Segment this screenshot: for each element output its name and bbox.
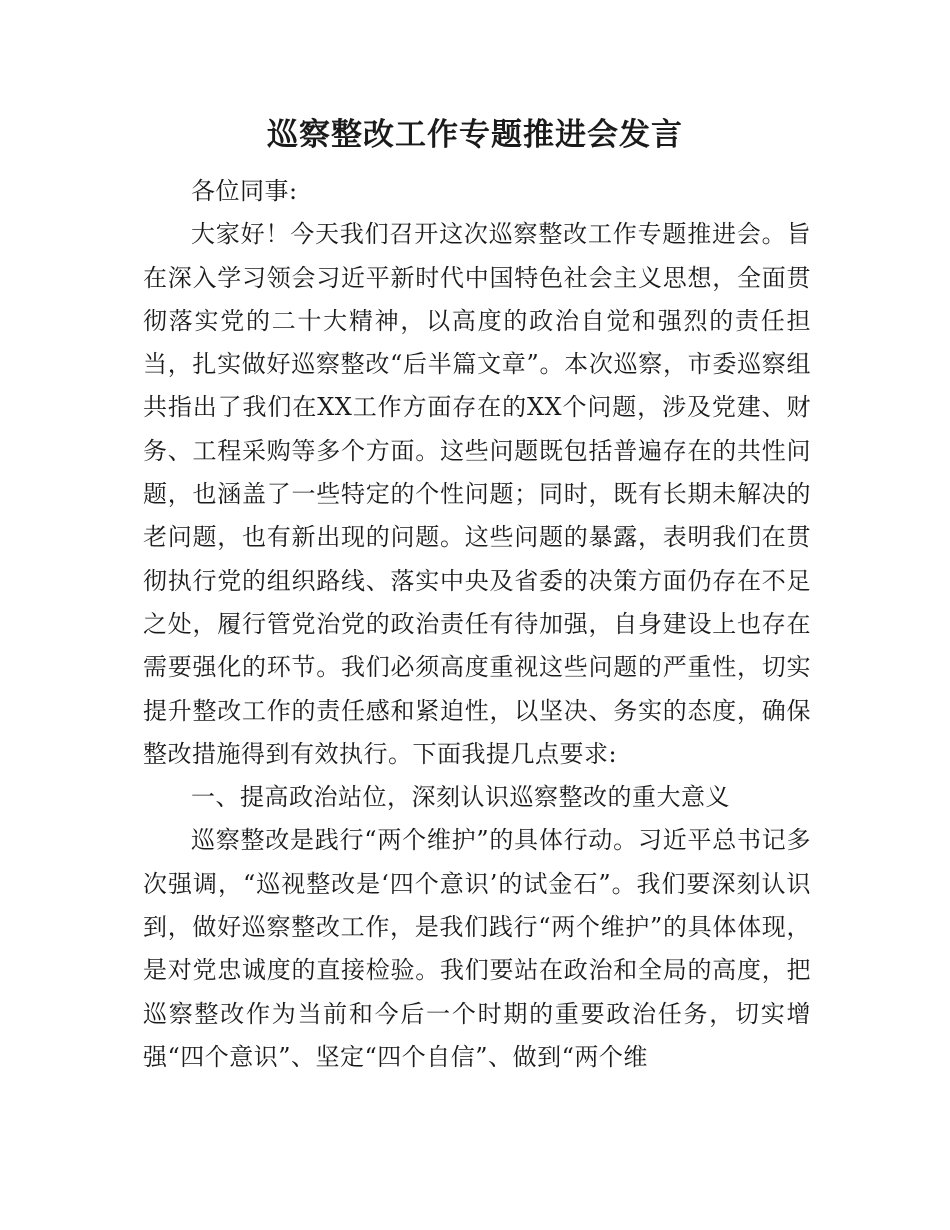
opening-paragraph: 大家好！今天我们召开这次巡察整改工作专题推进会。旨在深入学习领会习近平新时代中国特色社会主义思想，全面贯彻落实党的二十大精神，以高度的政治自觉和强烈的责任担当，扎实做好巡察整改“后半篇文章”。本次巡察，市委巡察组共指出了我们在XX工作方面存在的XX个问题，涉及党建、财务、工程采购等多个方面。这些问题既包括普遍存在的共性问题，也涵盖了一些特定的个性问题；同时，既有长期未解决的老问题，也有新出现的问题。这些问题的暴露，表明我们在贯彻执行党的组织路线、落实中央及省委的决策方面仍存在不足之处，履行管党治党的政治责任有待加强，自身建设上也存在需要强化的环节。我们必须高度重视这些问题的严重性，切实提升整改工作的责任感和紧迫性，以坚决、务实的态度，确保整改措施得到有效执行。下面我提几点要求: — [143, 220, 811, 768]
document-title: 巡察整改工作专题推进会发言 — [267, 117, 683, 153]
document-body — [143, 170, 811, 1079]
section-1-paragraph: 巡察整改是践行“两个维护”的具体行动。习近平总书记多次强调，“巡视整改是‘四个意识’的试金石”。我们要深刻认识到，做好巡察整改工作，是我们践行“两个维护”的具体体现，是对党忠诚度的直接检验。我们要站在政治和全局的高度，把巡察整改作为当前和今后一个时期的重要政治任务，切实增强“四个意识”、坚定“四个自信”、做到“两个维 — [143, 826, 811, 1071]
salutation-paragraph: 各位同事: — [191, 177, 298, 205]
section-heading-1: 一、提高政治站位，深刻认识巡察整改的重大意义 — [191, 783, 730, 812]
